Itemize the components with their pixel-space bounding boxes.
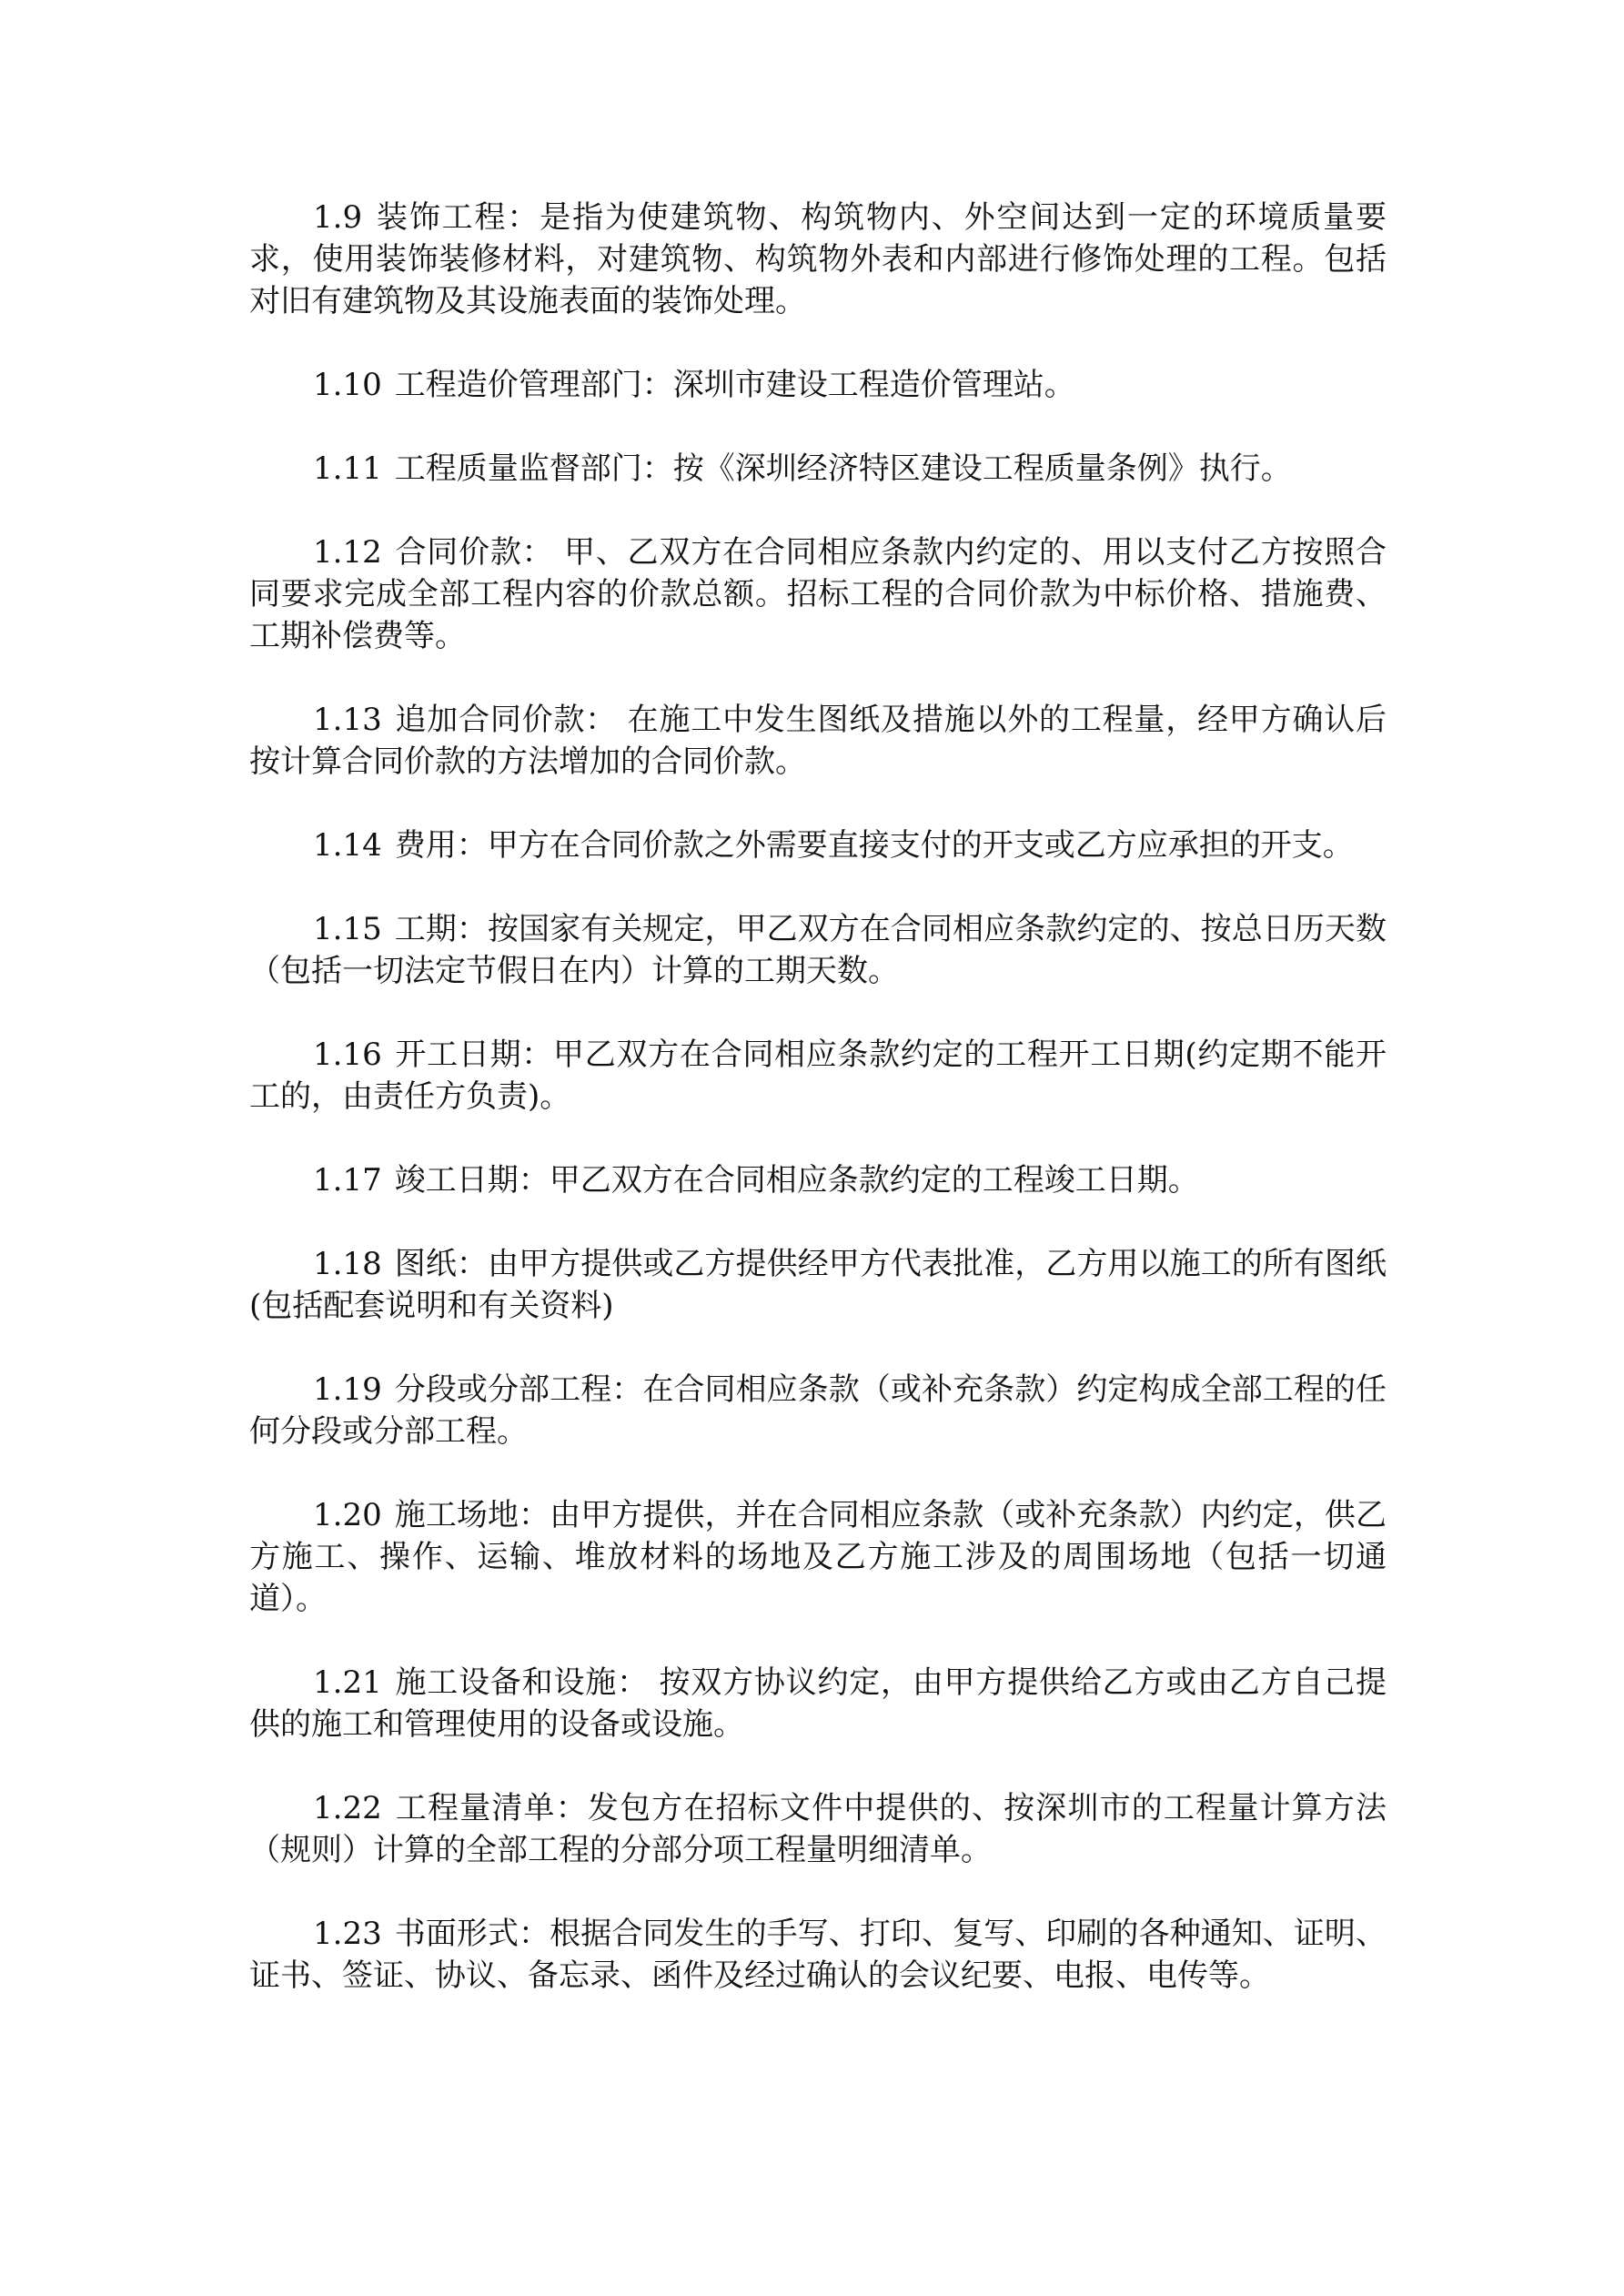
clause-number: 1.13 — [313, 702, 382, 738]
clause-number: 1.15 — [313, 911, 382, 947]
clause-number: 1.16 — [313, 1037, 382, 1073]
clause-1-14 — [249, 824, 1387, 866]
clause-1-20 — [249, 1494, 1387, 1620]
clause-number: 1.9 — [313, 199, 363, 236]
clause-number: 1.10 — [313, 367, 382, 403]
clause-1-17 — [249, 1159, 1387, 1201]
clause-1-18 — [249, 1243, 1387, 1327]
clause-text: 图纸：由甲方提供或乙方提供经甲方代表批准，乙方用以施工的所有图纸(包括配套说明和有关资料) — [249, 1246, 1387, 1324]
clause-text: 施工设备和设施： 按双方协议约定，由甲方提供给乙方或由乙方自己提供的施工和管理使用的设备或设施。 — [249, 1664, 1387, 1743]
clause-number: 1.11 — [313, 450, 382, 487]
clause-number: 1.21 — [313, 1664, 382, 1701]
clause-number: 1.20 — [313, 1497, 382, 1533]
clause-text: 工期：按国家有关规定，甲乙双方在合同相应条款约定的、按总日历天数（包括一切法定节假日在内）计算的工期天数。 — [249, 911, 1387, 989]
clause-text: 施工场地：由甲方提供，并在合同相应条款（或补充条款）内约定，供乙方施工、操作、运输、堆放材料的场地及乙方施工涉及的周围场地（包括一切通道）。 — [249, 1497, 1387, 1617]
clause-text: 分段或分部工程：在合同相应条款（或补充条款）约定构成全部工程的任何分段或分部工程。 — [249, 1371, 1387, 1450]
clause-text: 开工日期：甲乙双方在合同相应条款约定的工程开工日期(约定期不能开工的，由责任方负责)。 — [249, 1037, 1387, 1115]
clause-number: 1.14 — [313, 827, 382, 864]
clause-number: 1.12 — [313, 534, 382, 571]
clause-1-12 — [249, 531, 1387, 657]
clause-1-22 — [249, 1787, 1387, 1871]
clause-1-9 — [249, 197, 1387, 322]
clause-text: 追加合同价款： 在施工中发生图纸及措施以外的工程量，经甲方确认后按计算合同价款的方法增加的合同价款。 — [249, 702, 1387, 780]
clause-number: 1.22 — [313, 1790, 382, 1826]
clause-1-23 — [249, 1913, 1387, 1997]
clause-text: 工程造价管理部门：深圳市建设工程造价管理站。 — [394, 367, 1075, 403]
clause-number: 1.19 — [313, 1371, 382, 1408]
clause-text: 费用：甲方在合同价款之外需要直接支付的开支或乙方应承担的开支。 — [394, 827, 1354, 864]
clause-text: 竣工日期：甲乙双方在合同相应条款约定的工程竣工日期。 — [394, 1162, 1199, 1199]
clause-1-19 — [249, 1369, 1387, 1452]
clause-text: 工程量清单：发包方在招标文件中提供的、按深圳市的工程量计算方法（规则）计算的全部工程的分部分项工程量明细清单。 — [249, 1790, 1387, 1868]
clause-1-11 — [249, 448, 1387, 490]
clause-1-16 — [249, 1034, 1387, 1118]
clause-text: 合同价款： 甲、乙双方在合同相应条款内约定的、用以支付乙方按照合同要求完成全部工程内容的价款总额。招标工程的合同价款为中标价格、措施费、工期补偿费等。 — [249, 534, 1387, 654]
clause-1-15 — [249, 908, 1387, 992]
clause-number: 1.17 — [313, 1162, 382, 1199]
clause-text: 书面形式：根据合同发生的手写、打印、复写、印刷的各种通知、证明、证书、签证、协议、备忘录、函件及经过确认的会议纪要、电报、电传等。 — [249, 1916, 1387, 1994]
clause-number: 1.18 — [313, 1246, 382, 1282]
clause-text: 装饰工程：是指为使建筑物、构筑物内、外空间达到一定的环境质量要求，使用装饰装修材料，对建筑物、构筑物外表和内部进行修饰处理的工程。包括对旧有建筑物及其设施表面的装饰处理。 — [249, 199, 1387, 319]
document-body — [249, 197, 1387, 2038]
clause-text: 工程质量监督部门：按《深圳经济特区建设工程质量条例》执行。 — [394, 450, 1292, 487]
clause-1-21 — [249, 1662, 1387, 1745]
clause-number: 1.23 — [313, 1916, 382, 1952]
clause-1-13 — [249, 699, 1387, 783]
clause-1-10 — [249, 364, 1387, 406]
